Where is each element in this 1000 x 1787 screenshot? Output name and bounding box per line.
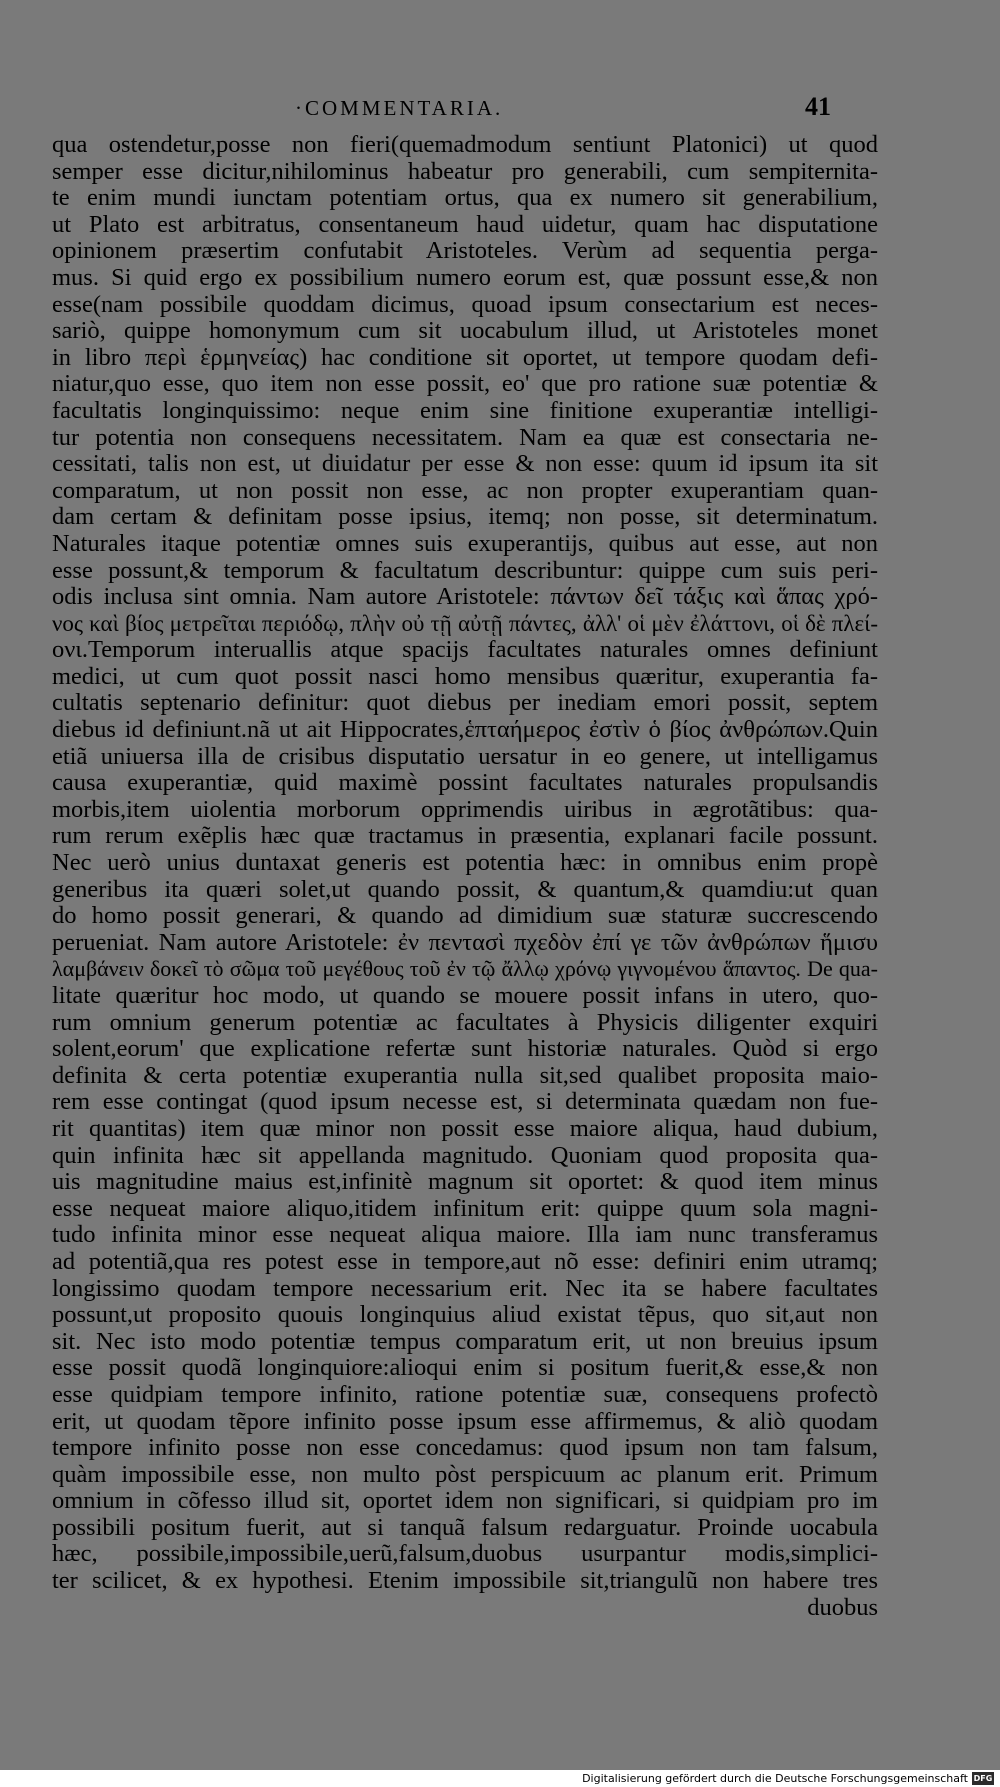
- running-head: ·COMMENTARIA.: [295, 96, 504, 120]
- page-number: 41: [805, 92, 831, 121]
- text-line: tur potentia non consequens necessitatem. Nam ea quæ est consectaria ne-: [52, 424, 878, 451]
- text-line: te enim mundi iunctam potentiam ortus, qua ex numero sit generabilium,: [52, 185, 878, 212]
- text-line: erit, ut quodam tẽpore infinito posse ipsum esse affirmemus, & aliò quodam: [52, 1408, 878, 1435]
- text-line: niatur,quo esse, quo item non esse possit, eo' que pro ratione suæ potentiæ &: [52, 371, 878, 398]
- body-text: [52, 132, 878, 1621]
- text-line: semper esse dicitur,nihilominus habeatur pro generabili, cum sempiternita-: [52, 158, 878, 185]
- text-line: generibus ita quæri solet,ut quando possit, & quantum,& quamdiu:ut quan: [52, 876, 878, 903]
- text-line: λαμβάνειν δοκεῖ τὸ σῶμα τοῦ μεγέθους τοῦ ἐν τῷ ἄλλῳ χρόνῳ γιγνομένου ἅπαντος. De qua-: [52, 956, 878, 982]
- text-line: rit quantitas) item quæ minor non possit esse maiore aliqua, haud dubium,: [52, 1115, 878, 1142]
- text-line: Nec uerò unius duntaxat generis est potentia hæc: in omnibus enim propè: [52, 850, 878, 877]
- text-line: solent,eorum' que explicatione refertæ sunt historiæ naturales. Quòd si ergo: [52, 1036, 878, 1063]
- text-line: morbis,item uiolentia morborum opprimendis uiribus in ægrotãtibus: qua-: [52, 796, 878, 823]
- text-line: cessitati, talis non est, ut diuidatur per esse & non esse: quum id ipsum ita sit: [52, 451, 878, 478]
- text-line: medici, ut cum quot possit nasci homo mensibus quæritur, exuperantia fa-: [52, 663, 878, 690]
- text-line: opinionem præsertim confutabit Aristoteles. Verùm ad sequentia perga-: [52, 238, 878, 265]
- text-line: do homo possit generari, & quando ad dimidium suæ staturæ succrescendo: [52, 903, 878, 930]
- text-line: in libro περὶ ἑρμηνείας) hac conditione sit oportet, ut tempore quodam defi-: [52, 344, 878, 371]
- text-line: esse quidpiam tempore infinito, ratione potentiæ suæ, consequens profectò: [52, 1381, 878, 1408]
- text-line: omnium in cõfesso illud sit, oportet idem non significari, si quidpiam pro im: [52, 1488, 878, 1515]
- text-line: hæc, possibile,impossibile,uerũ,falsum,duobus usurpantur modis,simplici-: [52, 1541, 878, 1568]
- text-line: rum rerum exẽplis hæc quæ tractamus in præsentia, explanari facile possunt.: [52, 823, 878, 850]
- text-line: definita & certa potentiæ exuperantia nulla sit,sed qualibet proposita maio-: [52, 1062, 878, 1089]
- digitization-credit: Digitalisierung gefördert durch die Deutsche Forschungsgemeinschaft: [582, 1772, 968, 1785]
- text-line: qua ostendetur,posse non fieri(quemadmodum sentiunt Platonici) ut quod: [52, 132, 878, 158]
- dfg-logo-icon: DFG: [973, 1774, 993, 1783]
- text-line: comparatum, ut non possit non esse, ac non propter exuperantiam quan-: [52, 477, 878, 504]
- text-line: tempore infinito posse non esse concedamus: quod ipsum non tam falsum,: [52, 1435, 878, 1462]
- text-line: possunt,ut proposito quouis longinquius aliud existat tẽpus, quo sit,aut non: [52, 1302, 878, 1329]
- text-line: possibili positum fuerit, aut si tanquã falsum redarguatur. Proinde uocabula: [52, 1514, 878, 1541]
- text-line: esse possunt,& temporum & facultatum describuntur: quippe cum suis peri-: [52, 557, 878, 584]
- text-line: Naturales itaque potentiæ omnes suis exuperantijs, quibus aut esse, aut non: [52, 530, 878, 557]
- text-line: rum omnium generum potentiæ ac facultates à Physicis diligenter exquiri: [52, 1009, 878, 1036]
- text-line: litate quæritur hoc modo, ut quando se mouere possit infans in utero, quo-: [52, 983, 878, 1009]
- text-line: cultatis septenario definitur: quot diebus per inediam emori possit, septem: [52, 690, 878, 717]
- text-line: perueniat. Nam autore Aristotele: ἐν πεντασὶ πχεδὸν ἐπί γε τῶν ἀνθρώπων ἥμισυ: [52, 929, 878, 956]
- text-line: dam certam & definitam posse ipsius, itemq; non posse, sit determinatum.: [52, 504, 878, 531]
- text-line: νος καὶ βίος μετρεῖται περιόδῳ, πλὴν οὐ τῇ αὐτῇ πάντες, ἀλλ' οἱ μὲν ἐλάττονι, οἱ δὲ πλεί-: [52, 610, 878, 636]
- text-line: sariò, quippe homonymum cum sit uocabulum illud, ut Aristoteles monet: [52, 318, 878, 345]
- text-line: quin infinita hæc sit appellanda magnitudo. Quoniam quod proposita qua-: [52, 1142, 878, 1169]
- catchword: duobus: [807, 1594, 878, 1621]
- page-header: [0, 92, 1000, 126]
- text-line: quàm impossibile esse, non multo pòst perspicuum ac planum erit. Primum: [52, 1461, 878, 1488]
- text-line: odis inclusa sint omnia. Nam autore Aristotele: πάντων δεῖ τάξις καὶ ἅπας χρό-: [52, 584, 878, 611]
- footer-bar: [0, 1770, 1000, 1787]
- text-line: ad potentiã,qua res potest esse in tempore,aut nõ esse: definiri enim utramq;: [52, 1248, 878, 1275]
- text-line: ut Plato est arbitratus, consentaneum haud uidetur, quam hac disputatione: [52, 211, 878, 238]
- text-line: tudo infinita minor esse nequeat aliqua maiore. Illa iam nunc transferamus: [52, 1222, 878, 1249]
- text-line: causa exuperantiæ, quid maximè possint facultates naturales propulsandis: [52, 770, 878, 797]
- text-line: ter scilicet, & ex hypothesi. Etenim impossibile sit,triangulũ non habere tres: [52, 1568, 878, 1595]
- text-line: mus. Si quid ergo ex possibilium numero eorum est, quæ possunt esse,& non: [52, 264, 878, 291]
- text-line: diebus id definiunt.nã ut ait Hippocrates,ἑπταήμερος ἐστὶν ὁ βίος ἀνθρώπων.Quin: [52, 717, 878, 744]
- text-line: esse nequeat maiore aliquo,itidem infinitum erit: quippe quum sola magni-: [52, 1195, 878, 1222]
- text-line: uis magnitudine maius est,infinitè magnum sit oportet: & quod item minus: [52, 1169, 878, 1196]
- text-line: ονι.Temporum interuallis atque spacijs facultates naturales omnes definiunt: [52, 637, 878, 664]
- text-line: esse possit quodã longinquiore:alioqui enim si positum fuerit,& esse,& non: [52, 1355, 878, 1382]
- text-line: esse(nam possibile quoddam dicimus, quoad ipsum consectarium est neces-: [52, 291, 878, 318]
- text-line: sit. Nec isto modo potentiæ tempus comparatum erit, ut non breuius ipsum: [52, 1328, 878, 1355]
- text-line: rem esse contingat (quod ipsum necesse est, si determinata quædam non fue-: [52, 1089, 878, 1116]
- text-line: facultatis longinquissimo: neque enim sine finitione exuperantiæ intelligi-: [52, 397, 878, 424]
- text-line: etiã uniuersa illa de crisibus disputatio uersatur in eo genere, ut intelligamus: [52, 743, 878, 770]
- text-line: longissimo quodam tempore necessarium erit. Nec ita se habere facultates: [52, 1275, 878, 1302]
